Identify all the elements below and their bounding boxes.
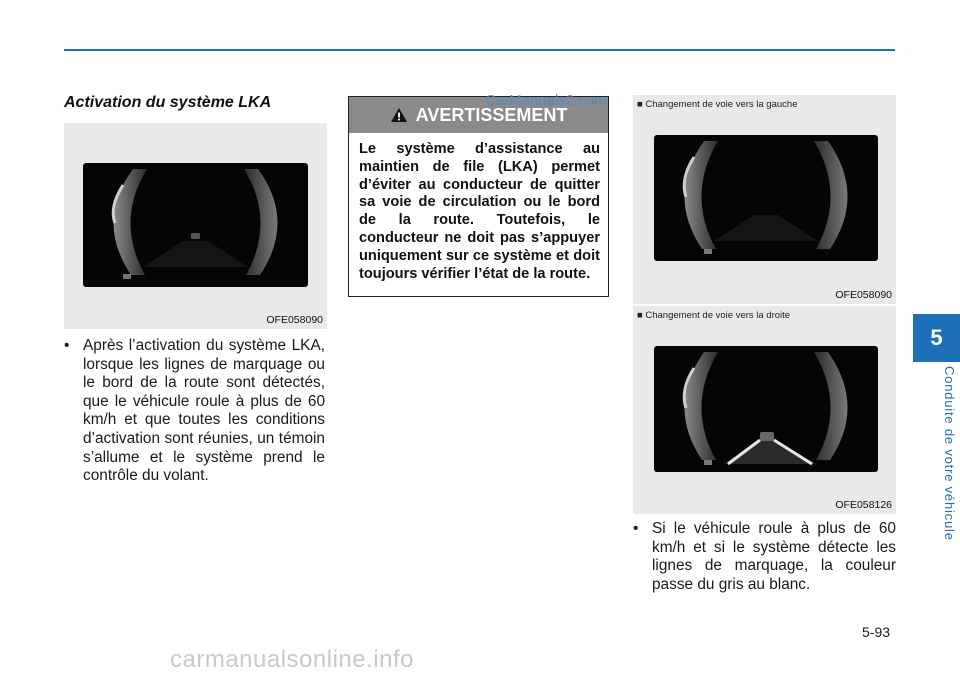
- cluster-screen: [654, 346, 878, 472]
- cluster-gauge-graphic: [83, 163, 308, 287]
- top-rule: [64, 49, 895, 51]
- chapter-number-tab[interactable]: 5: [913, 314, 960, 362]
- warning-title: AVERTISSEMENT: [415, 104, 568, 125]
- bullet-activation: [64, 337, 325, 486]
- warning-text: Le système d’assistance au maintien de file (LKA) permet d’éviter au conducteur de quitter sa voie de circulation ou le bord de la route. Toutefois, le conducteur ne doit pas s’appuyer uniquement sur ce système et doit toujours vérifier l’état de la route.: [359, 141, 600, 282]
- figure-code: OFE058126: [835, 499, 892, 511]
- page-number: 5-93: [862, 624, 891, 640]
- figure-caption: ■ Changement de voie vers la gauche: [637, 99, 798, 110]
- figure-lane-change-right: [633, 306, 896, 514]
- figure-code: OFE058090: [835, 289, 892, 301]
- figure-cluster-left: [64, 123, 327, 329]
- bullet-line-color-text: Si le véhicule roule à plus de 60 km/h et si le système détecte les lignes de marquage, la couleur passe du gris au blanc.: [652, 520, 896, 593]
- figure-lane-change-left: [633, 95, 896, 304]
- figure-caption: ■ Changement de voie vers la droite: [637, 310, 791, 321]
- bullet-symbol: •: [633, 520, 639, 537]
- warning-triangle-icon: [390, 107, 408, 123]
- cluster-screen: [654, 135, 878, 261]
- watermark-top[interactable]: CarManuals2.com: [485, 92, 607, 109]
- watermark-bottom[interactable]: carmanualsonline.info: [170, 646, 414, 673]
- bullet-line-color: [633, 520, 896, 594]
- chapter-title: Conduite de votre véhicule: [942, 366, 957, 541]
- bullet-activation-text: Après l’activation du système LKA, lorsque les lignes de marquage ou le bord de la route sont détectés, que le véhicule roule à plus de 60 km/h et que toutes les conditions d’activation sont réunies, un témoin s’allume et le système prend le contrôle du volant.: [83, 337, 325, 485]
- warning-box: [348, 96, 609, 297]
- section-title: Activation du système LKA: [64, 94, 272, 111]
- bullet-symbol: •: [64, 337, 70, 354]
- cluster-gauge-graphic: [654, 135, 878, 261]
- cluster-gauge-graphic: [654, 346, 878, 472]
- cluster-screen: [83, 163, 308, 287]
- figure-code: OFE058090: [266, 314, 323, 326]
